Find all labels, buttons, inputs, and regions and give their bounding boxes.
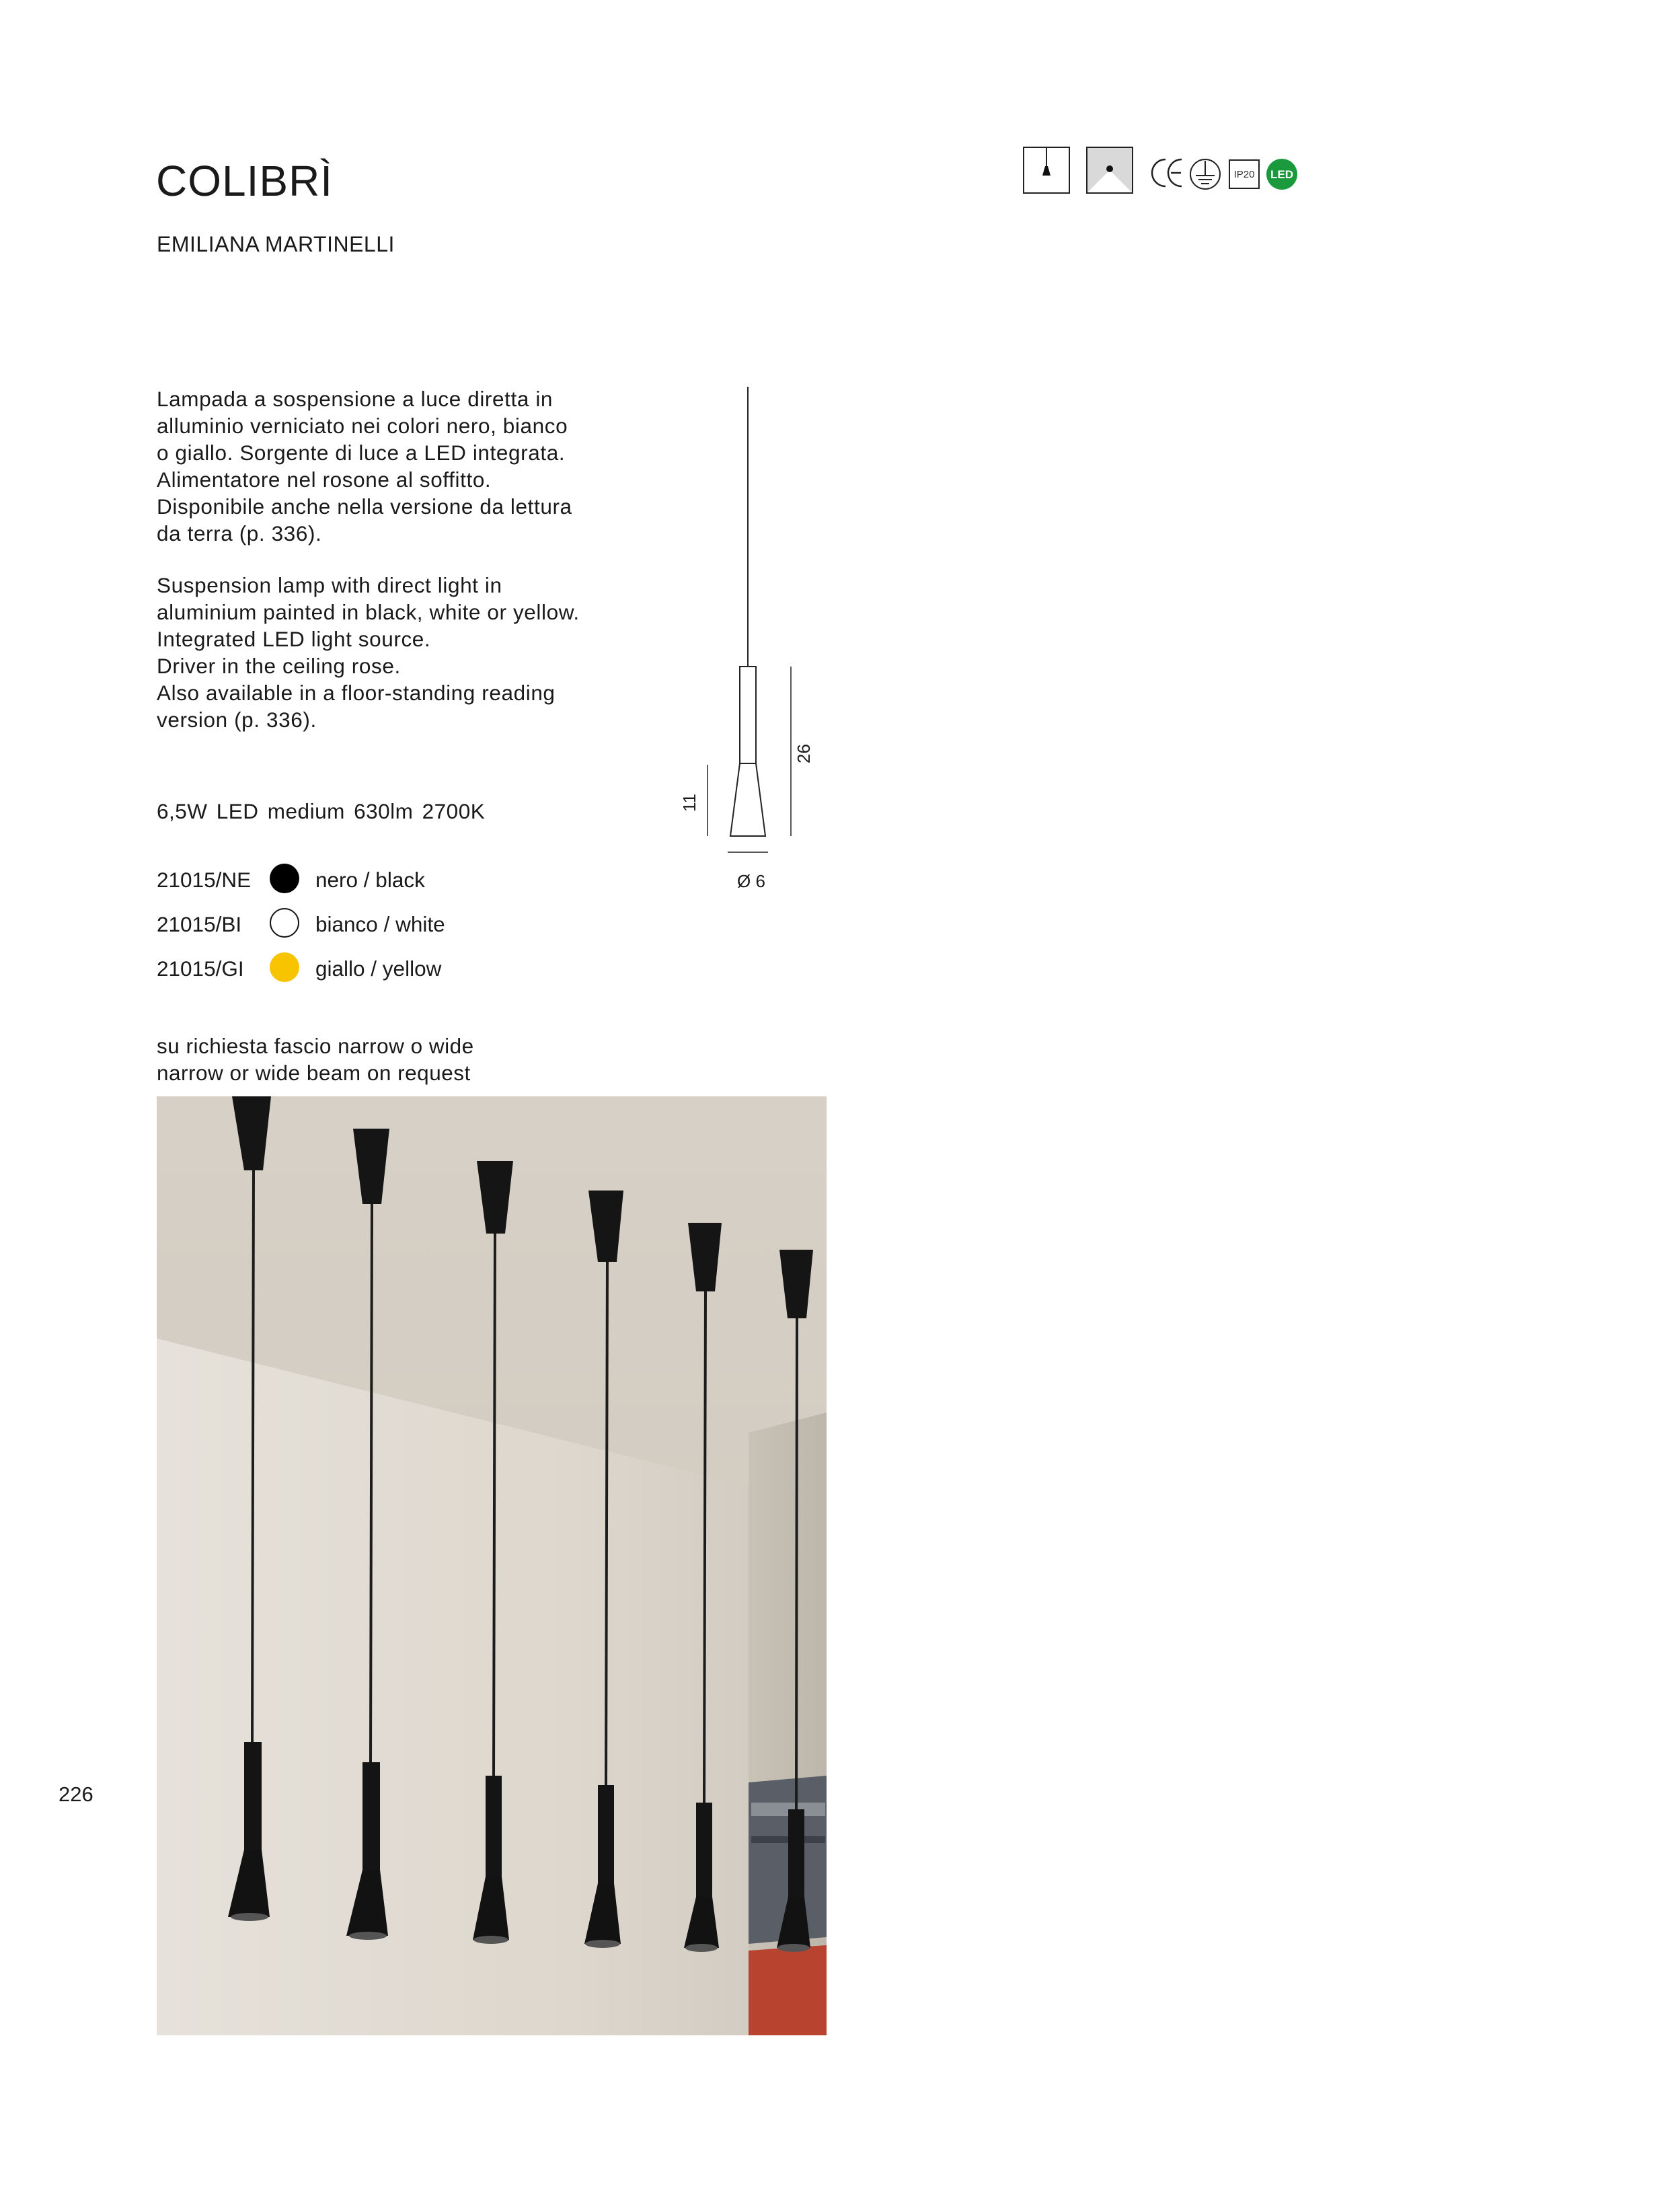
technical-spec: 6,5W LED medium 630lm 2700K (157, 799, 486, 823)
color-swatch-white (270, 908, 299, 938)
variant-color-label: giallo / yellow (315, 956, 442, 981)
color-swatch-black (270, 864, 299, 893)
dimension-height-head: 11 (679, 794, 699, 812)
earth-ground-icon (1190, 159, 1220, 189)
certification-icons (1022, 145, 1338, 198)
description-english: Suspension lamp with direct light in aluminium painted in black, white or yellow. Integrated LED light source. Driver in the ceiling rose. Also available in a floor-standing reading version (p. 336). (157, 573, 580, 732)
variant-code: 21015/GI (157, 956, 244, 981)
variant-color-label: bianco / white (315, 912, 445, 936)
ce-mark-icon (1152, 159, 1182, 186)
variant-color-label: nero / black (315, 868, 425, 892)
designer-name: EMILIANA MARTINELLI (157, 232, 395, 256)
dimension-drawing (659, 387, 834, 898)
dimension-diameter: Ø 6 (737, 871, 765, 891)
product-title: COLIBRÌ (156, 157, 334, 205)
lamp-technical-drawing (659, 387, 834, 898)
ip-rating-label: IP20 (1233, 169, 1255, 180)
dimension-height-total: 26 (794, 744, 814, 763)
color-swatch-yellow (270, 952, 299, 982)
page-number: 226 (59, 1782, 93, 1806)
product-photo (157, 1096, 827, 2035)
pendant-lamps-illustration (157, 1096, 827, 2035)
variant-code: 21015/BI (157, 912, 242, 936)
description-italian: Lampada a sospensione a luce diretta in alluminio verniciato nei colori nero, bianco o giallo. Sorgente di luce a LED integrata. Alimentatore nel rosone al soffitto. Disponibile anche nella versione da lettura da terra (p. 336). (157, 387, 572, 545)
suspension-type-icon (1024, 147, 1069, 193)
variant-code: 21015/NE (157, 868, 252, 892)
beam-note: su richiesta fascio narrow o wide narrow or wide beam on request (157, 1034, 474, 1085)
led-badge-label: LED (1270, 168, 1293, 181)
light-emission-icon (1087, 147, 1133, 193)
